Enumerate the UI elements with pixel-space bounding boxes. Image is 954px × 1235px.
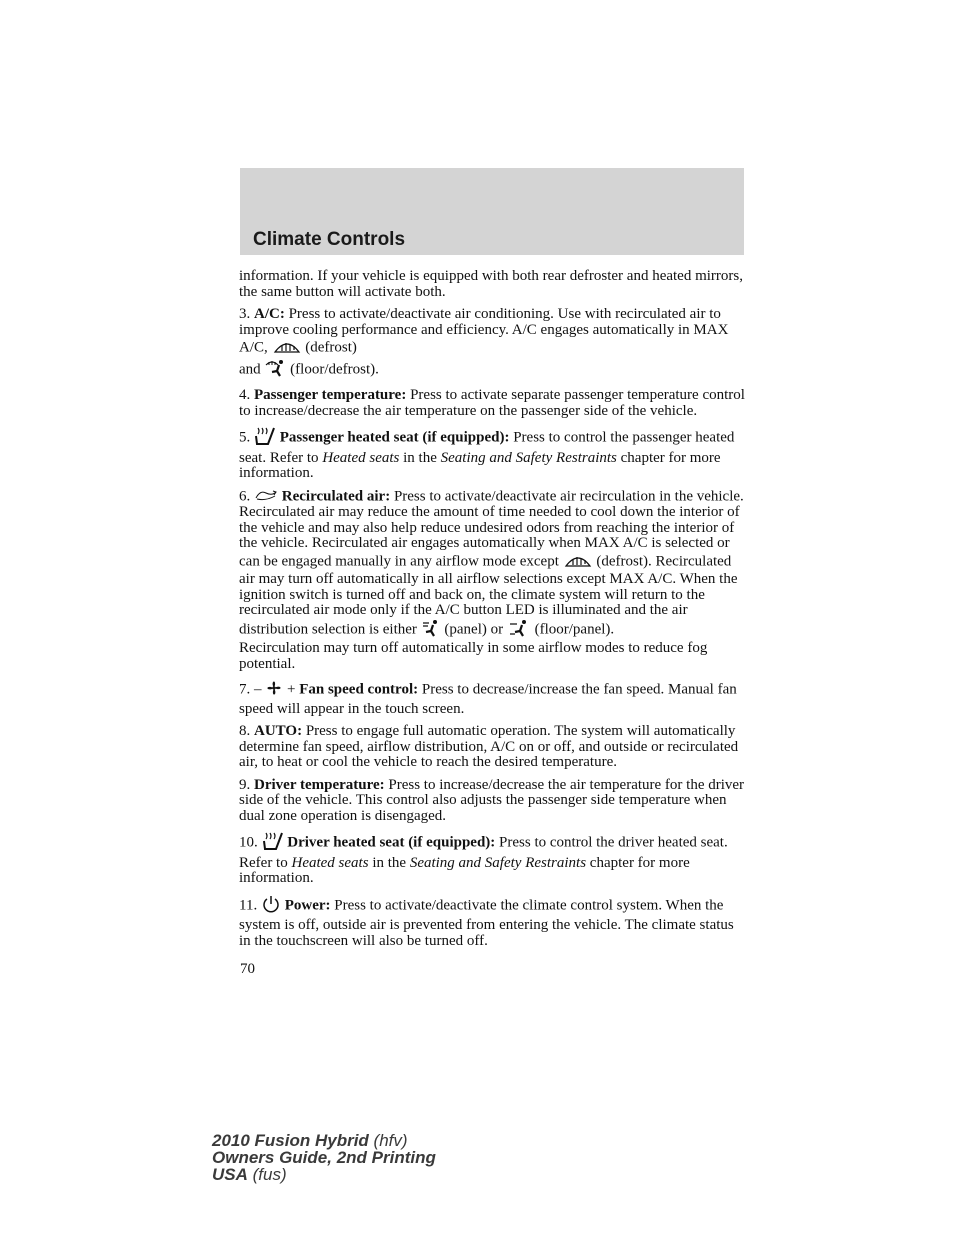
floor-defrost-icon <box>264 359 286 382</box>
page-title: Climate Controls <box>253 229 406 250</box>
item-passenger-temperature: 4. Passenger temperature: Press to activate separate passenger temperature control to increase/decrease the air temperature on the passenger side of the vehicle. <box>239 387 745 419</box>
item-driver-temperature: 9. Driver temperature: Press to increase/decrease the air temperature for the driver side of the vehicle. This control also adjusts the passenger side temperature when dual zone operation is disengaged. <box>239 776 745 824</box>
item-fan-speed: 7. – + Fan speed control: Press to decrease/increase the fan speed. Manual fan speed will appear in the touch screen. <box>239 679 745 717</box>
panel-icon <box>421 619 441 642</box>
footer-line-3: USA (fus) <box>212 1165 287 1184</box>
body-text <box>239 269 745 956</box>
heated-seat-icon <box>262 831 284 856</box>
footer <box>212 1132 436 1183</box>
defrost-icon <box>272 338 302 359</box>
intro-paragraph: information. If your vehicle is equipped with both rear defroster and heated mirrors, the same button will activate both. <box>239 268 744 300</box>
footer-line-1: 2010 Fusion Hybrid (hfv) <box>212 1131 408 1150</box>
footer-line-2: Owners Guide, 2nd Printing <box>212 1148 436 1167</box>
defrost-icon <box>563 552 593 573</box>
page-number: 70 <box>240 961 255 977</box>
item-auto: 8. AUTO: Press to engage full automatic operation. The system will automatically determine fan speed, airflow distribution, A/C on or off, and outside or recirculated air, to heat or cool the vehicle to reach the desired temperature. <box>239 723 739 770</box>
item-power: 11. Power: Press to activate/deactivate the climate control system. When the system is off, outside air is prevented from entering the vehicle. The climate status in the touchscreen will also be turned off. <box>239 894 745 950</box>
item-recirculated-air: 6. Recirculated air: Press to activate/deactivate air recirculation in the vehicle. Recirculated air may reduce the amount of time needed to cool down the interior of the vehicle and may also help reduce undesired odors from reaching the interior of the vehicle. Recirculated air engages automatically when MAX A/C is selected or can be engaged manually in any airflow mode except (defrost). Recirculated air may turn off automatically in all airflow selections except MAX A/C. When the ignition switch is turned off and back on, the climate system will return to the recirculated air mode only if the A/C button LED is illuminated and the air distribution selection is either (panel) or (floor/panel). Recirculation may turn off automatically in some airflow modes to reduce fog potential. <box>239 488 744 672</box>
power-icon <box>261 894 281 919</box>
item-driver-heated-seat: 10. Driver heated seat (if equipped): Press to control the driver heated seat. Refer to Heated seats in the Seating and Safety Restraints chapter for more information. <box>239 831 745 887</box>
item-ac: 3. A/C: Press to activate/deactivate air conditioning. Use with recirculated air to improve cooling performance and efficiency. A/C engages automatically in MAX A/C, (defrost) and (floor/defrost). <box>239 307 745 381</box>
fan-icon <box>265 679 283 702</box>
floor-panel-icon <box>507 619 531 642</box>
recirculated-air-icon <box>254 489 278 506</box>
item-passenger-heated-seat: 5. Passenger heated seat (if equipped): Press to control the passenger heated seat. Refer to Heated seats in the Seating and Safety Restraints chapter for more information. <box>239 426 745 482</box>
heated-seat-icon <box>254 426 276 451</box>
